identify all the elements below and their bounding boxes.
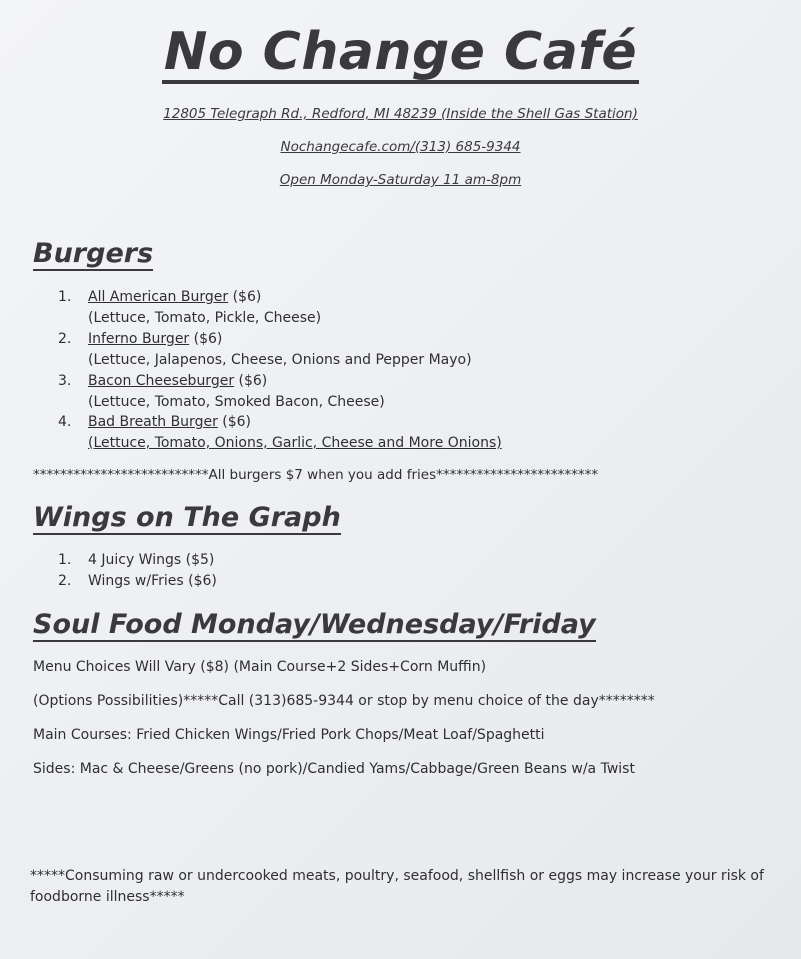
page-title <box>0 22 801 84</box>
wings-heading: Wings on The Graph <box>33 502 341 535</box>
cafe-name: No Change Café <box>162 24 639 84</box>
wings-item: 2. Wings w/Fries ($6) <box>58 573 217 589</box>
burgers-heading: Burgers <box>33 238 153 271</box>
soul-food-heading: Soul Food Monday/Wednesday/Friday <box>33 609 596 642</box>
contact-text: Nochangecafe.com/(313) 685-9344 <box>280 139 521 155</box>
soul-food-line: Menu Choices Will Vary ($8) (Main Course+2 Sides+Corn Muffin) <box>33 659 487 675</box>
burger-price: ($6) <box>228 289 262 305</box>
address-line <box>0 106 801 122</box>
burger-item: 1. All American Burger ($6) <box>58 289 262 305</box>
food-safety-warning: *****Consuming raw or undercooked meats, poultry, seafood, shellfish or eggs may increase your risk of foodborne illness***** <box>30 868 764 905</box>
burger-item: 4. Bad Breath Burger ($6) <box>58 414 252 430</box>
burger-price: ($6) <box>217 414 252 430</box>
burger-name: Inferno Burger <box>88 331 190 347</box>
burger-item: 2. Inferno Burger ($6) <box>58 331 223 347</box>
contact-line <box>0 139 801 155</box>
address-text: 12805 Telegraph Rd., Redford, MI 48239 (Inside the Shell Gas Station) <box>163 106 638 122</box>
burger-desc: (Lettuce, Jalapenos, Cheese, Onions and Pepper Mayo) <box>88 352 472 368</box>
burger-price: ($6) <box>189 331 223 347</box>
burger-item: 3. Bacon Cheeseburger ($6) <box>58 373 268 389</box>
hours-text: Open Monday-Saturday 11 am-8pm <box>279 172 522 188</box>
fries-note: **************************All burgers $7 when you add fries************************ <box>33 467 599 483</box>
burger-name: Bad Breath Burger <box>88 414 218 430</box>
burger-name: Bacon Cheeseburger <box>88 373 235 389</box>
soul-food-line: Main Courses: Fried Chicken Wings/Fried Pork Chops/Meat Loaf/Spaghetti <box>33 727 545 743</box>
soul-food-line: Sides: Mac & Cheese/Greens (no pork)/Candied Yams/Cabbage/Green Beans w/a Twist <box>33 761 635 777</box>
hours-line <box>0 172 801 188</box>
wings-item: 1. 4 Juicy Wings ($5) <box>58 552 215 568</box>
burger-name: All American Burger <box>88 289 229 305</box>
burger-desc: (Lettuce, Tomato, Onions, Garlic, Cheese and More Onions) <box>88 435 502 451</box>
burger-desc: (Lettuce, Tomato, Pickle, Cheese) <box>88 310 322 326</box>
soul-food-line: (Options Possibilities)*****Call (313)685-9344 or stop by menu choice of the day******** <box>33 693 655 709</box>
burger-price: ($6) <box>234 373 268 389</box>
burger-desc: (Lettuce, Tomato, Smoked Bacon, Cheese) <box>88 394 385 410</box>
